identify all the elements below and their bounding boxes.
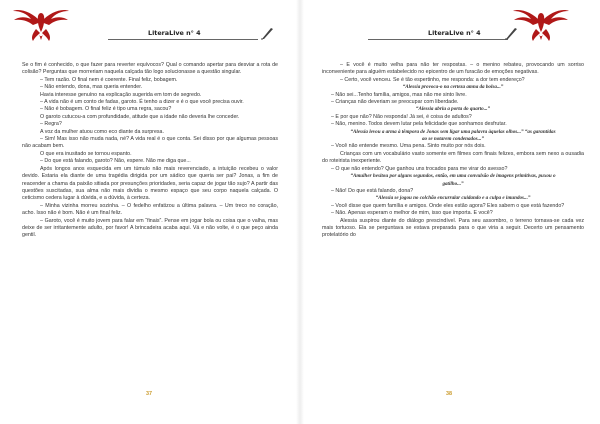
- page-number: 38: [446, 391, 452, 397]
- paragraph: – O que não entendo? Que ganhou uns trocados para me virar do avesso?: [331, 165, 508, 172]
- page-header: [308, 0, 600, 50]
- italic-quote: “Alessia se jogou no colchão encurralar cuidando e a culpa e imundos...”: [375, 195, 531, 202]
- italic-quote: “Alessia provoca-o na certeza amna da bolsa...”: [402, 84, 504, 91]
- paragraph: – Sim! Mas isso não muda nada, né? A vida real é o que conta. Sei disso por que algumas pessoas não acabam bem.: [22, 136, 278, 150]
- article-text: [322, 62, 584, 240]
- quill-pen-icon: [504, 26, 518, 40]
- quill-pen-icon: [260, 26, 274, 40]
- paragraph: Crianças com um vocabulário vasto somente em filmes com finais felizes, embora sem nexo a ousadia do roteirista inexperiente.: [322, 150, 584, 165]
- paragraph: Após longos anos esquecida em um túmulo não mais reverenciado, a intuição recebeu o valor devido. Estaria ela diante de uma tragédia dirigida por um sádico que queria ser pai? Jonas, a fim de reacender a chama da paixão sitiada por presunções prioridades, seria capaz de jogar tão sujo? A partir das questões suscitadas, sua alma não mais dividia o mesmo espaço que seu corpo naquela calçada. O ceticismo cedera lugar à dúvida, e a dúvida, à certeza.: [22, 165, 278, 202]
- paragraph: – Não! Do que está falando, dona?: [331, 187, 414, 194]
- italic-quote: “Amulher hesitou por alguns segundos, então, em uma convulsão de imagens primitivas, puxou o gatilho...”: [350, 173, 556, 187]
- italic-quote: “Alessia abriu a porta do quarto...”: [415, 106, 491, 113]
- paragraph: – Você não entende mesmo. Uma pena. Sinto muito por nós dois.: [331, 143, 486, 150]
- page-header: [0, 0, 292, 50]
- paragraph: – Não é bobagem. O final feliz é tipo uma regra, sacou?: [40, 106, 172, 113]
- left-page: [0, 0, 292, 424]
- italic-quote: “Alessia levou a arma à têmpora de Jonas sem ligar uma palavra àquelas olhos...” “as garantidas ao se notarem condenados...”: [350, 128, 556, 143]
- page-number: 37: [146, 391, 152, 397]
- paragraph: – Regra?: [40, 121, 62, 128]
- paragraph: Havia interesse genuíno na explicação sugerida em tom de segredo.: [40, 91, 202, 98]
- paragraph: – Não sei...Tenho família, amigos, mas não me sinto livre.: [331, 91, 467, 98]
- paragraph: – Certo, você venceu. Se é tão espertinho, me responda: a dor tem endereço?: [340, 76, 525, 83]
- paragraph: – Do que está falando, garoto? Não, espere. Não me diga que...: [40, 158, 191, 165]
- paragraph: Se o fim é conhecido, o que fazer para reverter equívocos? Qual o comando apertar para desviar a rota de colisão? Perguntas que morreriam naquela calçada tão logo solucionasse a questão singular.: [22, 62, 278, 76]
- header-rule: [108, 39, 258, 40]
- phoenix-logo: [12, 2, 70, 42]
- article-text: [22, 62, 278, 240]
- header-rule: [368, 39, 508, 40]
- paragraph: – Minha vizinha morreu sozinha. – O fedelho enfatizou a última palavra. – Um treco no coração, acho. Isso não é bom. Não é um final feliz.: [22, 202, 278, 217]
- paragraph: – Tem razão. O final nem é coerente. Final feliz, bobagem.: [40, 76, 178, 83]
- magazine-title: LiteraLive n° 4: [428, 29, 481, 37]
- phoenix-logo: [512, 2, 570, 42]
- paragraph: – E por que não? Não responda! Já sei, é coisa de adultos?: [331, 113, 472, 120]
- paragraph: – Você disse que quem família e amigos. Onde eles estão agora? Eles sabem o que está fazendo?: [331, 202, 565, 209]
- paragraph: – E você é muito velha para não ter respostas. – o menino rebateu, provocando um sorriso inconveniente para alguém estabelecido no epicentro de um furacão de emoções negativas.: [322, 62, 584, 76]
- paragraph: – Não entendo, dona, mas queria entender.: [40, 84, 143, 91]
- magazine-title: LiteraLive n° 4: [148, 29, 201, 37]
- paragraph: – Não. Apenas esperam o melhor de mim, isso que importa. E você?: [331, 210, 493, 217]
- paragraph: Alessia suspirou diante do diálogo prescindível. Para seu assombro, o terreno tornava-se cada vez mais tortuoso. Ela se perguntava se estava preparada para o que viria a seguir. Decerto um pensamento protelatório do: [322, 217, 584, 239]
- paragraph: O garoto cutucou-a com profundidade, atitude que a idade não deveria lhe conceder.: [40, 113, 240, 120]
- paragraph: – Garoto, você é muito jovem para falar em “finais”. Pense em jogar bola ou coisa que o valha, mas deixe de ser irritantemente adulto, por favor! A brincadeira acaba aqui. Vá e não volte, é o que peço ainda gentil.: [22, 217, 278, 239]
- right-page: [308, 0, 600, 424]
- book-gutter: [296, 0, 304, 424]
- paragraph: – Crianças não deveriam se preocupar com liberdade.: [331, 99, 459, 106]
- paragraph: O que era inusitado se tornou espanto.: [40, 150, 132, 157]
- paragraph: – Não, menino. Todos devem lutar pela felicidade que sonhamos desfrutar.: [331, 121, 507, 128]
- paragraph: A voz da mulher atuou como eco diante da surpresa.: [40, 128, 164, 135]
- paragraph: – A vida não é um conto de fadas, garoto. É tenho a dizer e é o que você precisa ouvir.: [40, 99, 244, 106]
